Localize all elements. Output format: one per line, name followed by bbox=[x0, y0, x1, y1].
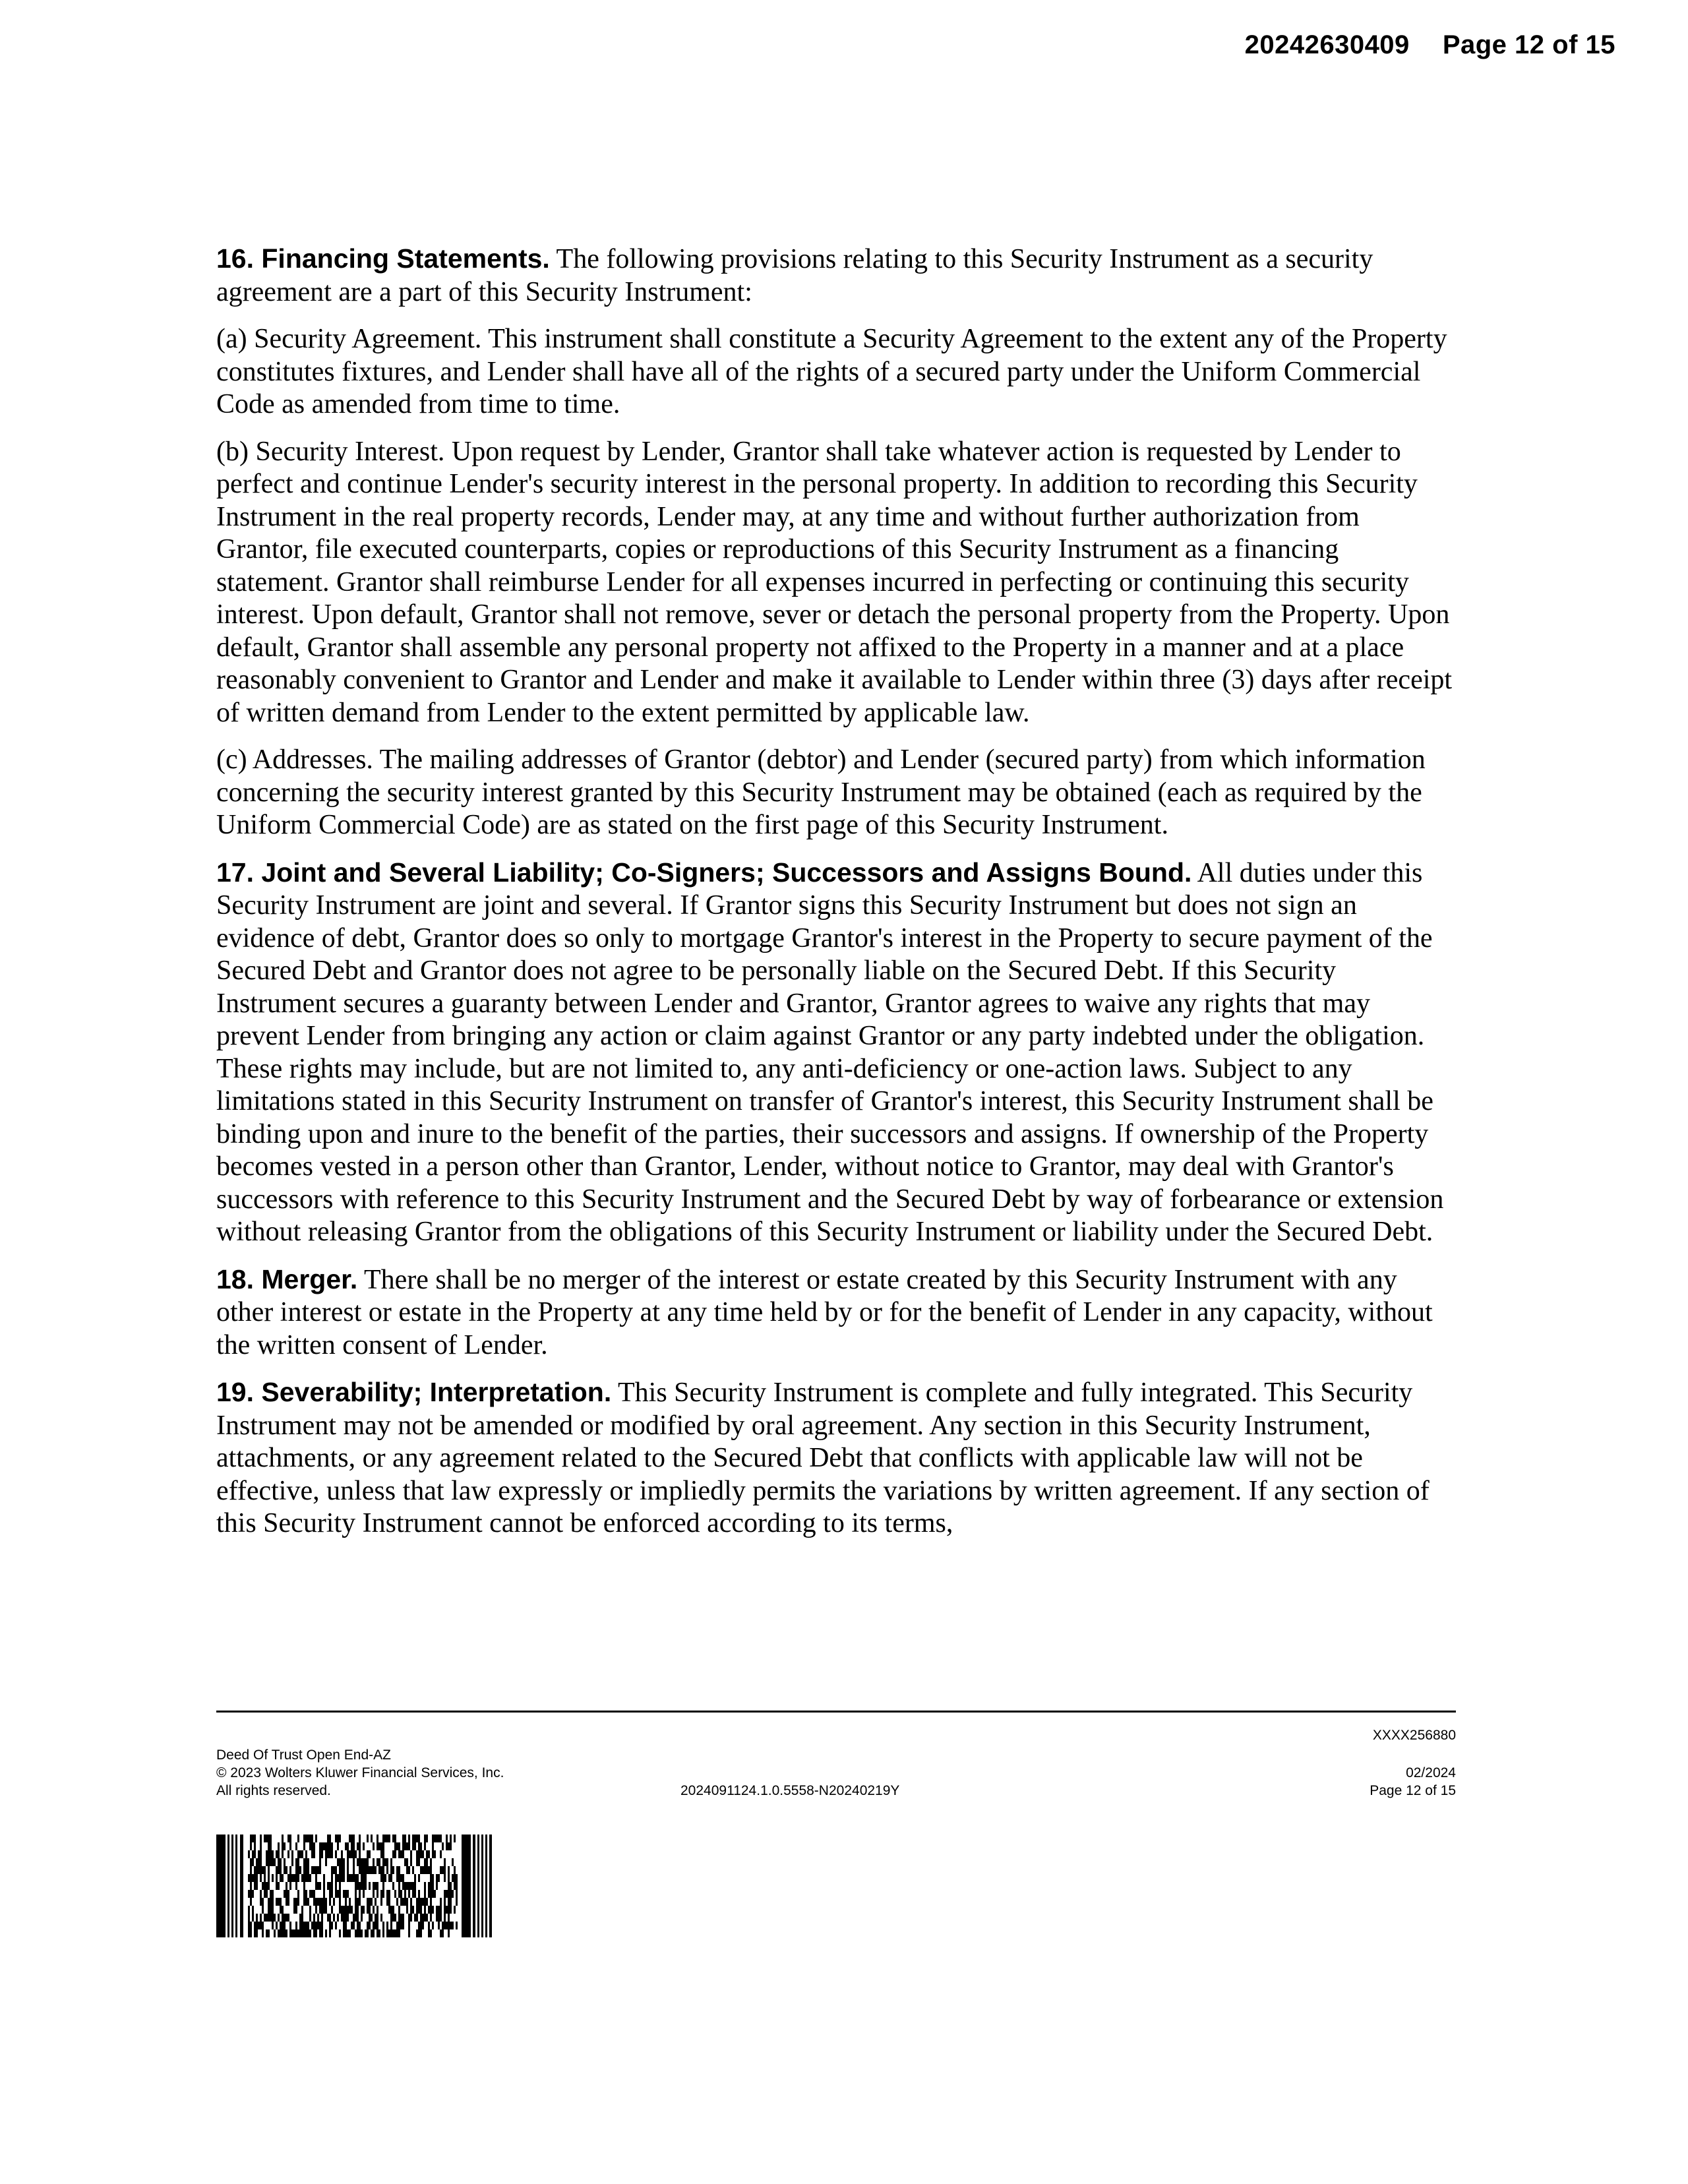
footer-loan-number: XXXX256880 bbox=[1372, 1728, 1456, 1743]
footer-form-name: Deed Of Trust Open End-AZ bbox=[216, 1747, 391, 1763]
section-17-heading: 17. Joint and Several Liability; Co-Signers; Successors and Assigns Bound. bbox=[216, 857, 1192, 888]
section-16-intro-paragraph bbox=[216, 243, 1456, 309]
section-18-text: There shall be no merger of the interest or estate created by this Security Instrument with any other interest or estate in the Property at any time held by or for the benefit of Lender in any capacity, without the written consent of Lender. bbox=[216, 1264, 1433, 1360]
pdf417-barcode-icon bbox=[216, 1835, 492, 1937]
section-19-text: This Security Instrument is complete and fully integrated. This Security Instrument may not be amended or modified by oral agreement. Any section in this Security Instrument, attachments, or any agreement related to the Secured Debt that conflicts with applicable law will not be effective, unless that law expressly or impliedly permits the variations by written agreement. If any section of this Security Instrument cannot be enforced according to its terms, bbox=[216, 1378, 1430, 1538]
section-16-financing-statements bbox=[216, 243, 1456, 842]
section-19-paragraph bbox=[216, 1376, 1456, 1540]
section-17-paragraph bbox=[216, 857, 1456, 1249]
section-17-joint-several-liability bbox=[216, 857, 1456, 1249]
footer-doc-code: 2024091124.1.0.5558-N20240219Y bbox=[680, 1783, 900, 1798]
document-number: 20242630409 bbox=[1244, 30, 1410, 59]
footer-form-date: 02/2024 bbox=[1406, 1765, 1456, 1780]
footer-page-label: Page 12 of 15 bbox=[1370, 1783, 1456, 1798]
section-17-text: All duties under this Security Instrument are joint and several. If Grantor signs this Security Instrument but does not sign an evidence of debt, Grantor does so only to mortgage Grantor's interest in the Property to secure payment of the Secured Debt and Grantor does not agree to be personally liable on the Secured Debt. If this Security Instrument secures a guaranty between Lender and Grantor, Grantor agrees to waive any rights that may prevent Lender from bringing any action or claim against Grantor or any party indebted under the obligation. These rights may include, but are not limited to, any anti-deficiency or one-action laws. Subject to any limitations stated in this Security Instrument on transfer of Grantor's interest, this Security Instrument shall be binding upon and inure to the benefit of the parties, their successors and assigns. If ownership of the Property becomes vested in a person other than Grantor, Lender, without notice to Grantor, may deal with Grantor's successors with reference to this Security Instrument and the Secured Debt by way of forbearance or extension without releasing Grantor from the obligations of this Security Instrument or liability under the Secured Debt. bbox=[216, 857, 1444, 1247]
footer-divider bbox=[216, 1711, 1456, 1713]
document-body bbox=[216, 243, 1456, 1555]
footer-copyright: © 2023 Wolters Kluwer Financial Services, Inc. bbox=[216, 1765, 504, 1780]
page-header bbox=[1245, 30, 1615, 60]
footer-form-info bbox=[216, 1746, 504, 1800]
section-16-b-security-interest: (b) Security Interest. Upon request by Lender, Grantor shall take whatever action is requested by Lender to perfect and continue Lender's security interest in the personal property. In addition to recording this Security Instrument in the real property records, Lender may, at any time and without further authorization from Grantor, file executed counterparts, copies or reproductions of this Security Instrument as a financing statement. Grantor shall reimburse Lender for all expenses incurred in perfecting or continuing this security interest. Upon default, Grantor shall not remove, sever or detach the personal property from the Property. Upon default, Grantor shall assemble any personal property not affixed to the Property in a manner and at a place reasonably convenient to Grantor and Lender and make it available to Lender within three (3) days after receipt of written demand from Lender to the extent permitted by applicable law. bbox=[216, 436, 1453, 728]
section-19-severability bbox=[216, 1376, 1456, 1540]
footer-rights: All rights reserved. bbox=[216, 1783, 331, 1798]
section-16-a-security-agreement: (a) Security Agreement. This instrument shall constitute a Security Agreement to the extent any of the Property constitutes fixtures, and Lender shall have all of the rights of a secured party under the Uniform Commercial Code as amended from time to time. bbox=[216, 324, 1447, 419]
section-16-heading: 16. Financing Statements. bbox=[216, 243, 550, 274]
section-19-heading: 19. Severability; Interpretation. bbox=[216, 1377, 612, 1407]
section-18-merger bbox=[216, 1263, 1456, 1362]
section-18-paragraph bbox=[216, 1263, 1456, 1362]
section-16-c-addresses: (c) Addresses. The mailing addresses of Grantor (debtor) and Lender (secured party) from which information concerning the security interest granted by this Security Instrument may be obtained (each as required by the Uniform Commercial Code) are as stated on the first page of this Security Instrument. bbox=[216, 744, 1426, 840]
section-18-heading: 18. Merger. bbox=[216, 1263, 358, 1294]
header-page-label: Page 12 of 15 bbox=[1442, 30, 1615, 59]
section-16-intro: The following provisions relating to this Security Instrument as a security agreement are a part of this Security Instrument: bbox=[216, 244, 1373, 307]
footer-date-page bbox=[1370, 1764, 1456, 1800]
